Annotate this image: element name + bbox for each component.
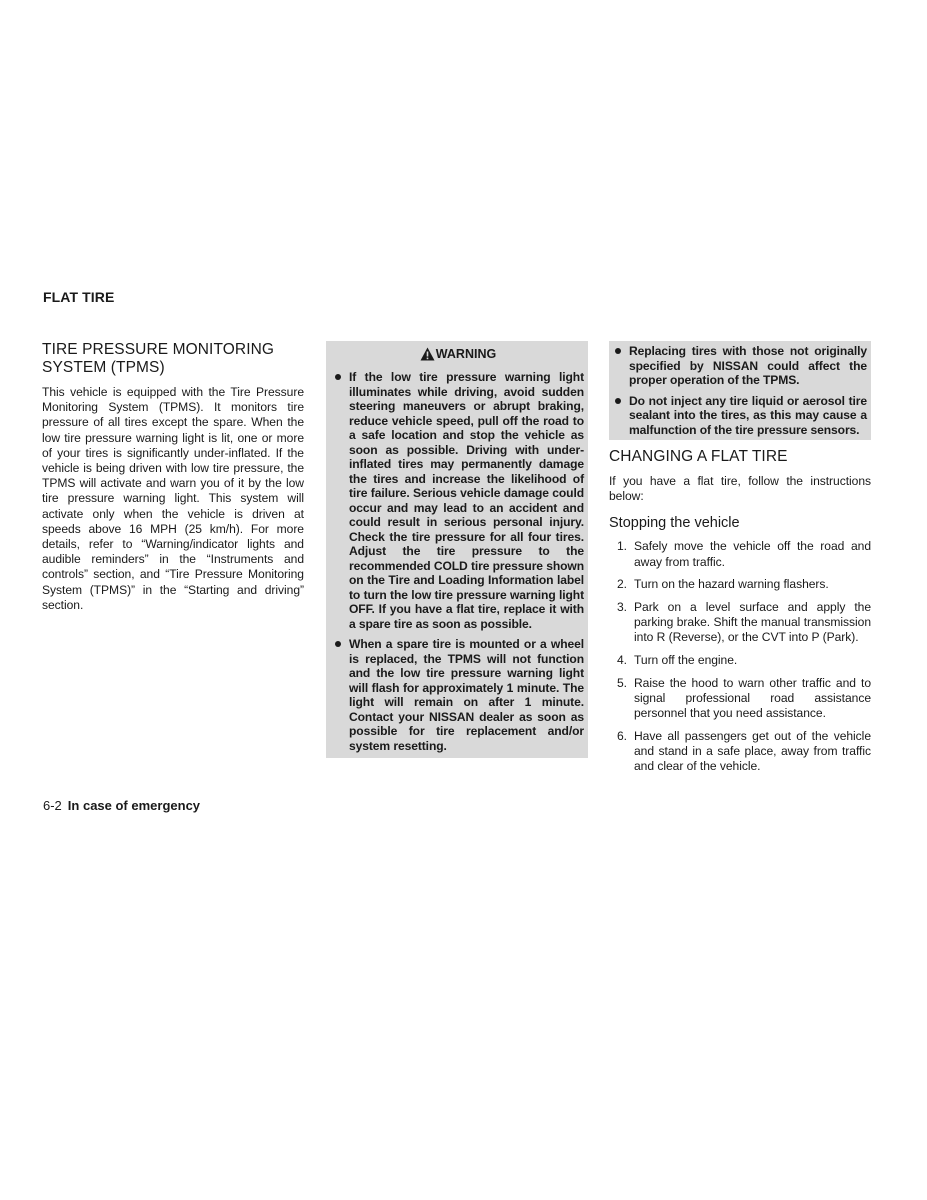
page-number: 6-2 — [43, 798, 62, 813]
warning-list — [332, 370, 584, 753]
warning-header — [332, 344, 584, 367]
step-text: Park on a level surface and apply the parking brake. Shift the manual transmission into R (Reverse), or the CVT into P (Park). — [634, 600, 871, 645]
step-item — [609, 729, 871, 775]
step-text: Raise the hood to warn other traffic and to signal professional road assistance personnel that you need assistance. — [634, 675, 871, 721]
steps-list — [609, 539, 871, 774]
bullet-icon — [615, 398, 621, 404]
bullet-icon — [615, 348, 621, 354]
step-number: 2. — [617, 577, 627, 592]
warning-box — [326, 341, 588, 758]
warning-item — [332, 370, 584, 631]
warning-triangle-icon — [420, 347, 435, 367]
page-footer — [43, 798, 200, 813]
warning-continued-list — [612, 344, 867, 437]
tpms-heading: TIRE PRESSURE MONITORING SYSTEM (TPMS) — [42, 341, 275, 376]
column-changing — [609, 341, 871, 782]
warning-item-text: If the low tire pressure warning light illuminates while driving, avoid sudden steering maneuvers or abrupt braking, reduce vehicle speed, pull off the road to a safe location and stop the vehicle as soon as possible. Driving with under-inflated tires may permanently damage the tires and increase the likelihood of tire failure. Serious vehicle damage could occur and may lead to an accident and could result in serious personal injury. Check the tire pressure for all four tires. Adjust the tire pressure to the recommended COLD tire pressure shown on the Tire and Loading Information label to turn the low tire pressure warning light OFF. If you have a flat tire, replace it with a spare tire as soon as possible. — [349, 370, 584, 631]
step-text: Have all passengers get out of the vehicle and stand in a safe place, away from traffic and clear of the vehicle. — [634, 728, 871, 774]
bullet-icon — [335, 374, 341, 380]
chapter-title: In case of emergency — [67, 798, 201, 813]
warning-item-text: Do not inject any tire liquid or aerosol tire sealant into the tires, as this may cause a malfunction of the tire pressure sensors. — [629, 393, 867, 437]
section-title: FLAT TIRE — [43, 289, 115, 305]
warning-item — [612, 344, 867, 388]
step-number: 1. — [617, 539, 627, 554]
step-item — [609, 539, 871, 569]
bullet-icon — [335, 641, 341, 647]
stopping-subheading: Stopping the vehicle — [609, 515, 740, 532]
step-number: 3. — [617, 600, 627, 615]
warning-item — [332, 637, 584, 753]
step-number: 6. — [617, 728, 627, 743]
warning-title: WARNING — [435, 347, 497, 361]
column-tpms — [42, 341, 304, 613]
tpms-body: This vehicle is equipped with the Tire Pressure Monitoring System (TPMS). It monitors tire pressure of all tires except the spare. When the low tire pressure warning light is lit, one or more of your tires is significantly under-inflated. If the vehicle is being driven with low tire pressure, the TPMS will activate and warn you of it by the low tire pressure warning light. This system will activate only when the vehicle is driven at speeds above 16 MPH (25 km/h). For more details, refer to “Warning/indicator lights and audible reminders” in the “Instruments and controls” section, and “Tire Pressure Monitoring System (TPMS)” in the “Starting and driving” section. — [42, 385, 304, 612]
warning-item-text: When a spare tire is mounted or a wheel is replaced, the TPMS will not function and the low tire pressure warning light will flash for approximately 1 minute. The light will remain on after 1 minute. Contact your NISSAN dealer as soon as possible for tire replacement and/or system resetting. — [349, 637, 584, 753]
warning-item-text: Replacing tires with those not originally specified by NISSAN could affect the proper operation of the TPMS. — [629, 344, 867, 387]
step-number: 4. — [617, 653, 627, 668]
step-text: Turn on the hazard warning flashers. — [634, 577, 829, 592]
step-item — [609, 600, 871, 646]
step-item — [609, 577, 871, 592]
warning-continued-box — [609, 341, 871, 440]
warning-item — [612, 394, 867, 438]
step-text: Safely move the vehicle off the road and away from traffic. — [634, 539, 871, 569]
column-warning — [326, 341, 588, 758]
step-item — [609, 676, 871, 722]
step-item — [609, 653, 871, 668]
step-number: 5. — [617, 675, 627, 690]
changing-heading: CHANGING A FLAT TIRE — [609, 448, 788, 465]
step-text: Turn off the engine. — [634, 653, 738, 668]
changing-intro: If you have a flat tire, follow the instructions below: — [609, 474, 871, 504]
